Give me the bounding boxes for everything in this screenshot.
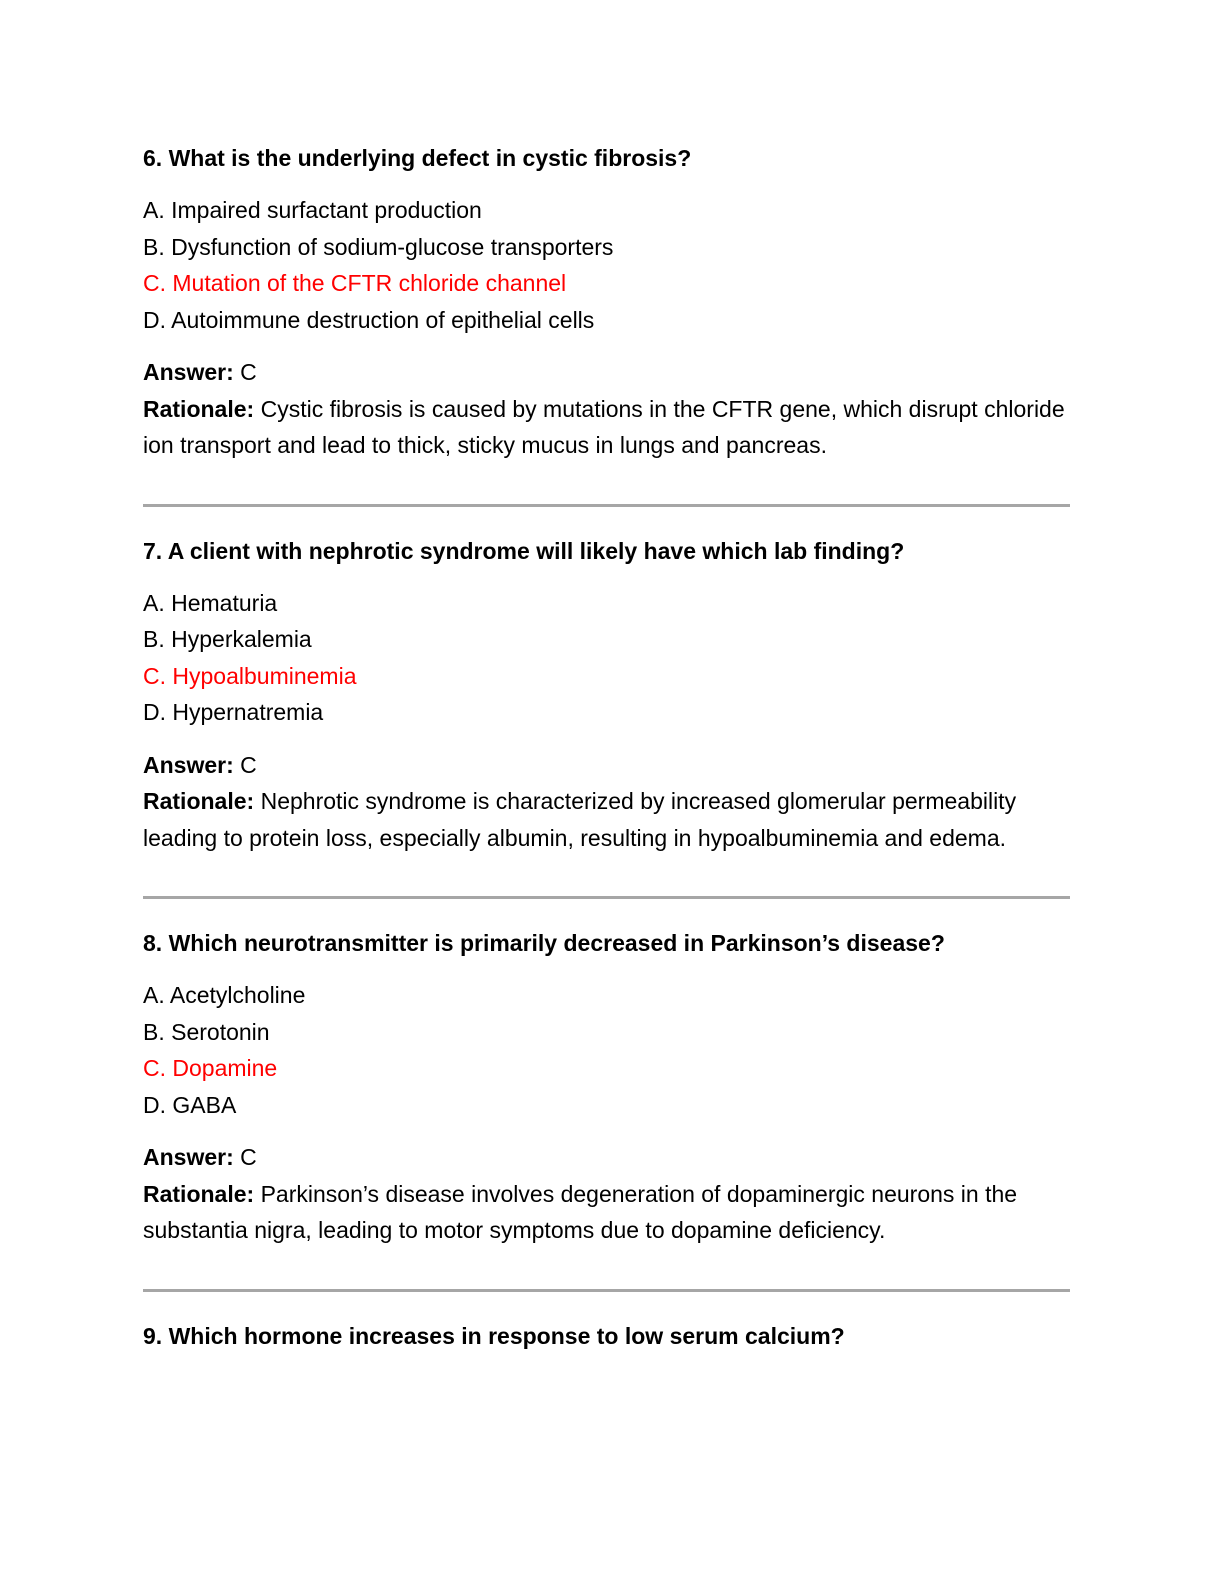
section-divider — [143, 1289, 1070, 1292]
option-c-correct: C. Mutation of the CFTR chloride channel — [143, 270, 567, 296]
rationale-line — [143, 1176, 1070, 1249]
options-list — [143, 977, 1070, 1123]
answer-line — [143, 747, 1070, 784]
question-block — [143, 1318, 1070, 1354]
option-d: D. Autoimmune destruction of epithelial cells — [143, 306, 595, 333]
option-b: B. Dysfunction of sodium-glucose transporters — [143, 233, 614, 260]
answer-label: Answer: — [143, 751, 234, 778]
rationale-label: Rationale: — [143, 1180, 255, 1207]
document-page — [143, 140, 1070, 1370]
answer-label: Answer: — [143, 359, 234, 385]
answer-line — [143, 354, 1070, 391]
question-block — [143, 140, 1070, 464]
option-a: A. Acetylcholine — [143, 982, 306, 1008]
question-text: 6. What is the underlying defect in cystic fibrosis? — [143, 145, 692, 171]
rationale-label: Rationale: — [143, 788, 255, 814]
rationale-line — [143, 783, 1070, 856]
question-text: 9. Which hormone increases in response to low serum calcium? — [143, 1322, 845, 1349]
option-b: B. Hyperkalemia — [143, 626, 312, 652]
answer-value: C — [240, 751, 257, 778]
question-block — [143, 925, 1070, 1249]
rationale-line — [143, 391, 1070, 464]
section-divider — [143, 504, 1070, 507]
rationale-text: Nephrotic syndrome is characterized by increased glomerular permeability leading to protein loss, especially albumin, resulting in hypoalbuminemia and edema. — [143, 788, 1017, 851]
option-b: B. Serotonin — [143, 1018, 270, 1045]
options-list — [143, 585, 1070, 731]
answer-label: Answer: — [143, 1144, 234, 1170]
question-text: 7. A client with nephrotic syndrome will likely have which lab finding? — [143, 537, 905, 564]
option-c-correct: C. Dopamine — [143, 1055, 278, 1081]
option-a: A. Impaired surfactant production — [143, 197, 482, 223]
option-d: D. Hypernatremia — [143, 699, 324, 725]
rationale-text: Parkinson’s disease involves degeneration of dopaminergic neurons in the substantia nigra, leading to motor symptoms due to dopamine deficiency. — [143, 1180, 1018, 1243]
option-a: A. Hematuria — [143, 589, 278, 616]
option-d: D. GABA — [143, 1091, 237, 1118]
rationale-label: Rationale: — [143, 395, 255, 422]
question-text: 8. Which neurotransmitter is primarily decreased in Parkinson’s disease? — [143, 930, 945, 956]
options-list — [143, 192, 1070, 338]
option-c-correct: C. Hypoalbuminemia — [143, 662, 357, 689]
question-block — [143, 533, 1070, 857]
answer-value: C — [240, 359, 257, 385]
answer-value: C — [240, 1144, 257, 1170]
answer-line — [143, 1139, 1070, 1176]
section-divider — [143, 896, 1070, 899]
rationale-text: Cystic fibrosis is caused by mutations in the CFTR gene, which disrupt chloride ion transport and lead to thick, sticky mucus in lungs and pancreas. — [143, 395, 1065, 458]
